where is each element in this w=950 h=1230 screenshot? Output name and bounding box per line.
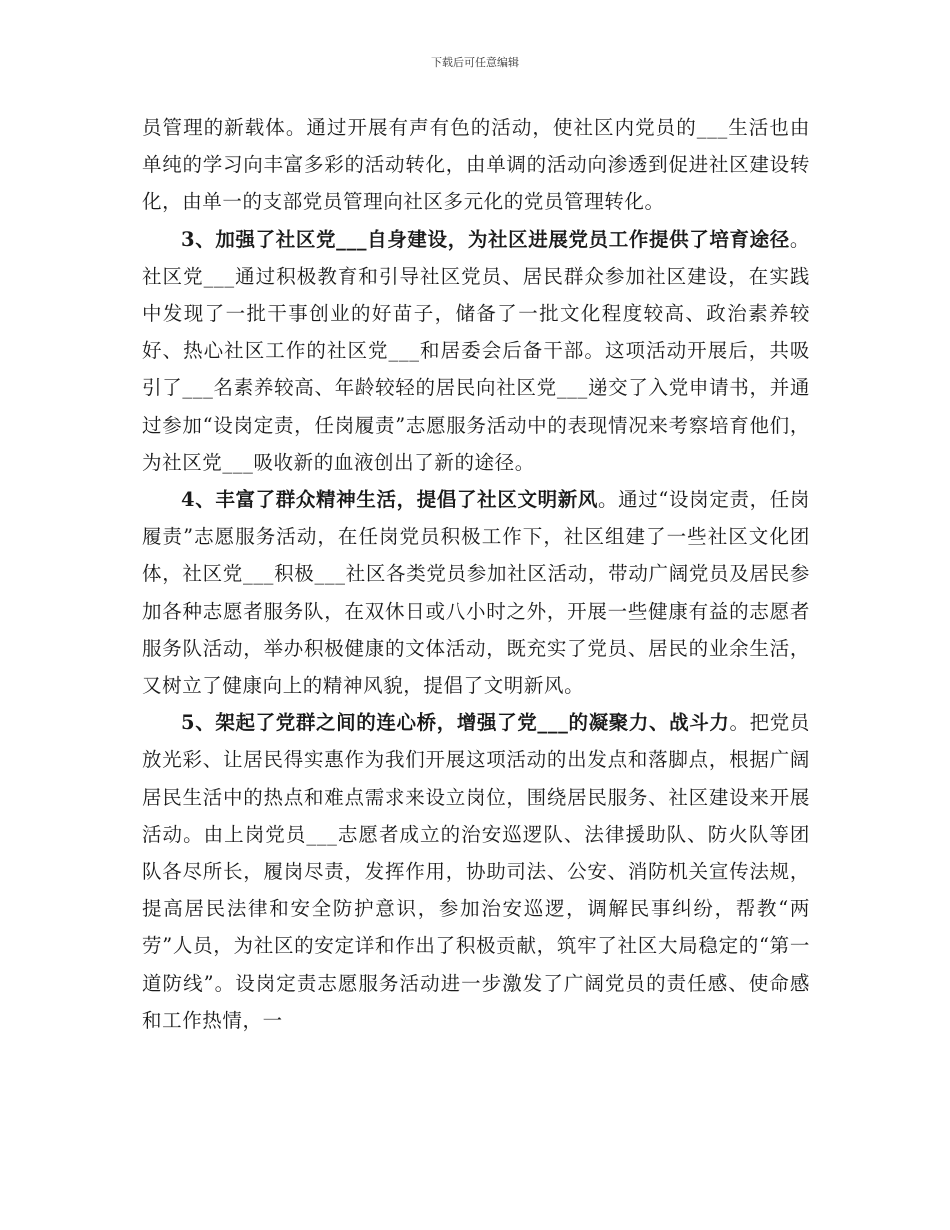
section-heading: 3、加强了社区党___自身建设，为社区进展党员工作提供了培育途径	[181, 227, 790, 251]
paragraph-section-5	[142, 704, 810, 1039]
paragraph-body: 。把党员放光彩、让居民得实惠作为我们开展这项活动的出发点和落脚点，根据广阔居民生活中的热点和难点需求来设立岗位，围绕居民服务、社区建设来开展活动。由上岗党员___志愿者成立的治安巡逻队、法律援助队、防火队等团队各尽所长，履岗尽责，发挥作用，协助司法、公安、消防机关宣传法规，提高居民法律和安全防护意识，参加治安巡逻，调解民事纠纷，帮教“两劳”人员，为社区的安定详和作出了积极贡献，筑牢了社区大局稳定的“第一道防线”。设岗定责志愿服务活动进一步激发了广阔党员的责任感、使命感和工作热情，一	[142, 711, 811, 1032]
paragraph-body: 员管理的新载体。通过开展有声有色的活动，使社区内党员的___生活也由单纯的学习向丰富多彩的活动转化，由单调的活动向渗透到促进社区建设转化，由单一的支部党员管理向社区多元化的党员管理转化。	[142, 116, 810, 214]
paragraph-continuation	[142, 109, 810, 221]
paragraph-body: 。社区党___通过积极教育和引导社区党员、居民群众参加社区建设，在实践中发现了一批干事创业的好苗子，储备了一批文化程度较高、政治素养较好、热心社区工作的社区党___和居委会后备干部。这项活动开展后，共吸引了___名素养较高、年龄较轻的居民向社区党___递交了入党申请书，并通过参加“设岗定责，任岗履责”志愿服务活动中的表现情况来考察培育他们，为社区党___吸收新的血液创出了新的途径。	[142, 227, 810, 474]
document-body	[142, 109, 810, 1039]
page-header: 下载后可任意编辑	[431, 56, 519, 69]
paragraph-body: 。通过“设岗定责，任岗履责”志愿服务活动，在任岗党员积极工作下，社区组建了一些社区文化团体，社区党___积极___社区各类党员参加社区活动，带动广阔党员及居民参加各种志愿者服务队，在双休日或八小时之外，开展一些健康有益的志愿者服务队活动，举办积极健康的文体活动，既充实了党员、居民的业余生活，又树立了健康向上的精神风貌，提倡了文明新风。	[142, 488, 810, 698]
section-heading: 4、丰富了群众精神生活，提倡了社区文明新风	[181, 488, 599, 512]
paragraph-section-4	[142, 481, 810, 704]
paragraph-section-3	[142, 221, 810, 481]
section-heading: 5、架起了党群之间的连心桥，增强了党___的凝聚力、战斗力	[181, 711, 730, 735]
